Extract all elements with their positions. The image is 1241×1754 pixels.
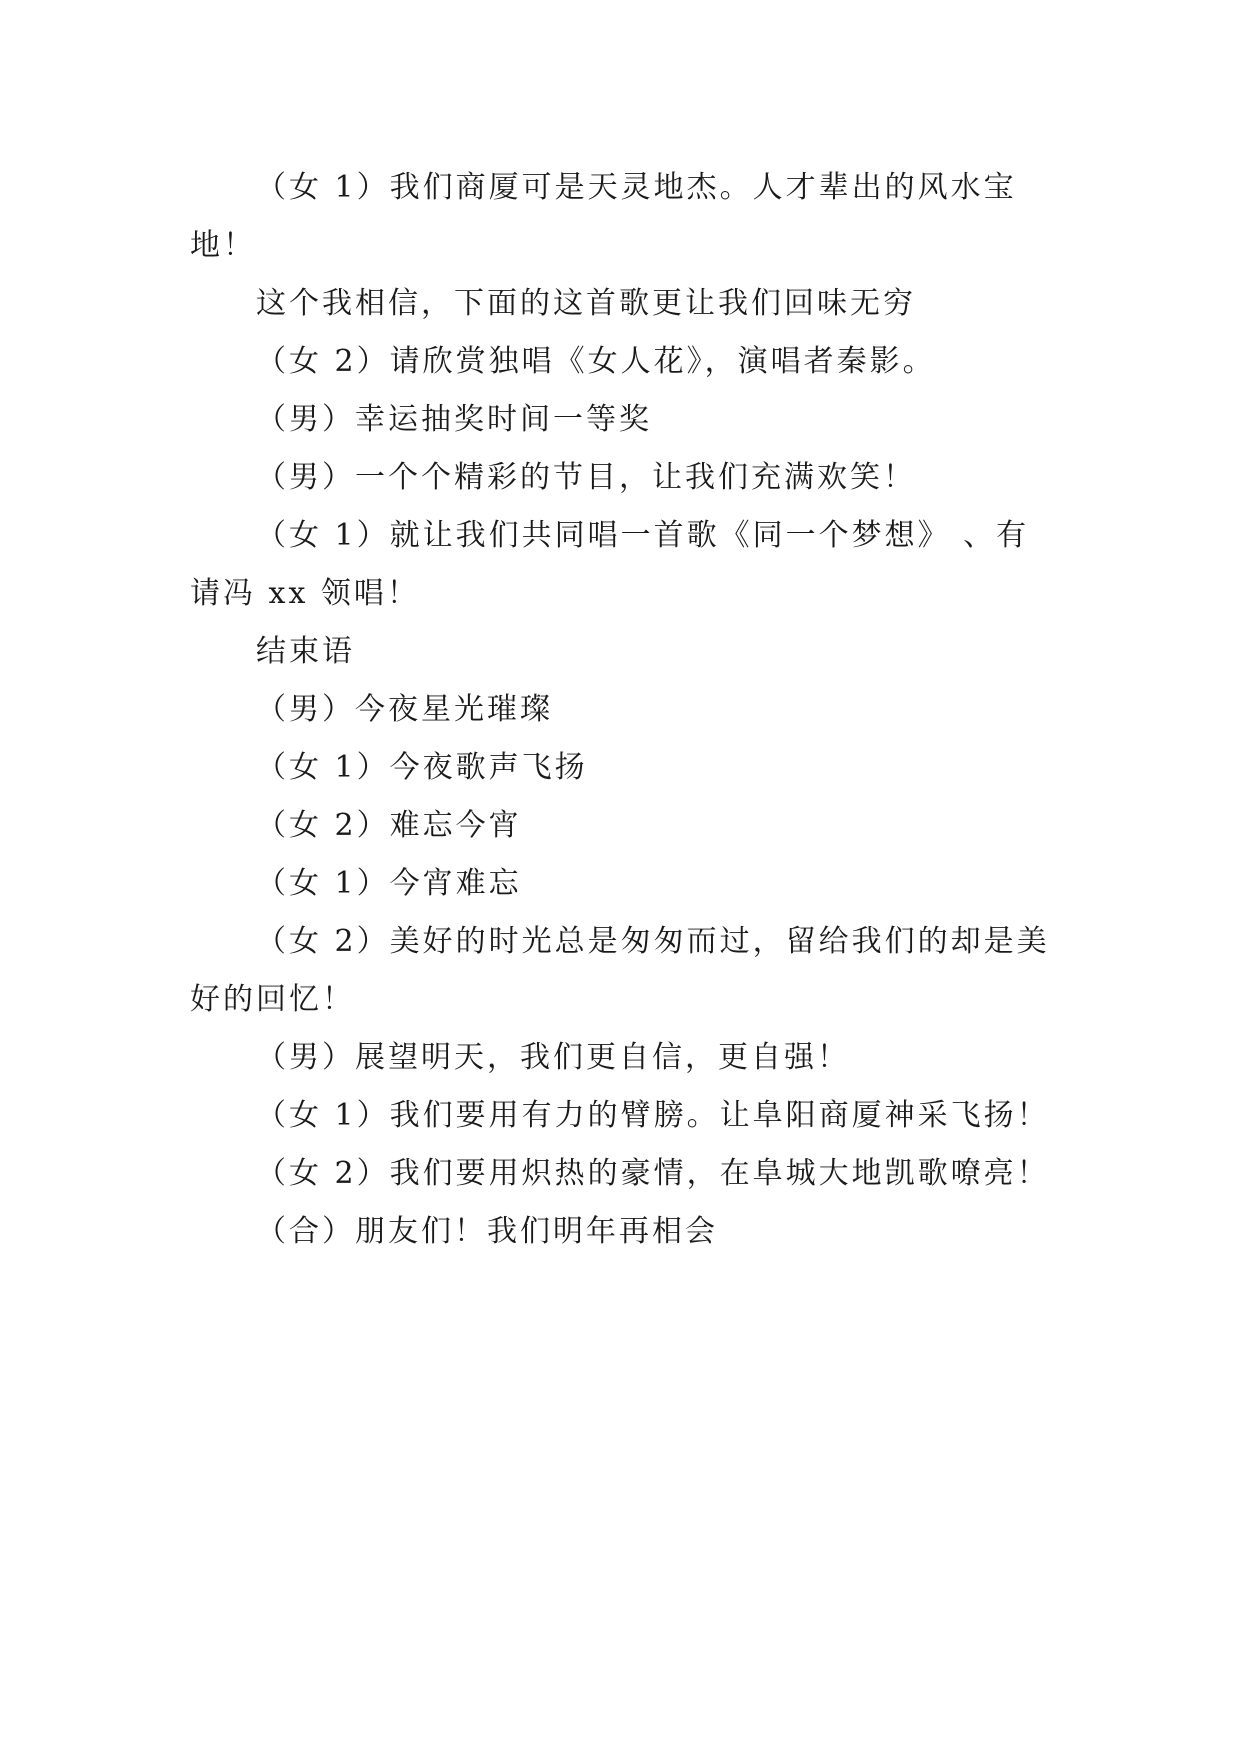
paragraph: （女 1）就让我们共同唱一首歌《同一个梦想》 、有请冯 xx 领唱！ bbox=[190, 518, 1030, 611]
paragraph: （合）朋友们！我们明年再相会 bbox=[256, 1214, 718, 1249]
paragraph: （男）幸运抽奖时间一等奖 bbox=[256, 402, 652, 437]
paragraph: （男）一个个精彩的节目，让我们充满欢笑！ bbox=[256, 460, 916, 495]
paragraph: （女 1）我们要用有力的臂膀。让阜阳商厦神采飞扬！ bbox=[256, 1098, 1050, 1133]
paragraph: （女 2）难忘今宵 bbox=[256, 808, 522, 843]
paragraph: （女 1）今夜歌声飞扬 bbox=[256, 750, 588, 785]
paragraph: （女 2）美好的时光总是匆匆而过，留给我们的却是美好的回忆！ bbox=[190, 924, 1050, 1017]
paragraph: （男）今夜星光璀璨 bbox=[256, 692, 553, 727]
paragraph: （女 2）我们要用炽热的豪情，在阜城大地凯歌嘹亮！ bbox=[256, 1156, 1050, 1191]
paragraph: （女 2）请欣赏独唱《女人花》，演唱者秦影。 bbox=[256, 344, 936, 379]
section-heading: 结束语 bbox=[256, 634, 355, 669]
paragraph: （女 1）今宵难忘 bbox=[256, 866, 522, 901]
paragraph: 这个我相信，下面的这首歌更让我们回味无穷 bbox=[256, 286, 916, 321]
document-body bbox=[190, 159, 1050, 1261]
paragraph: （女 1）我们商厦可是天灵地杰。人才辈出的风水宝地！ bbox=[190, 170, 1017, 263]
paragraph: （男）展望明天，我们更自信，更自强！ bbox=[256, 1040, 850, 1075]
